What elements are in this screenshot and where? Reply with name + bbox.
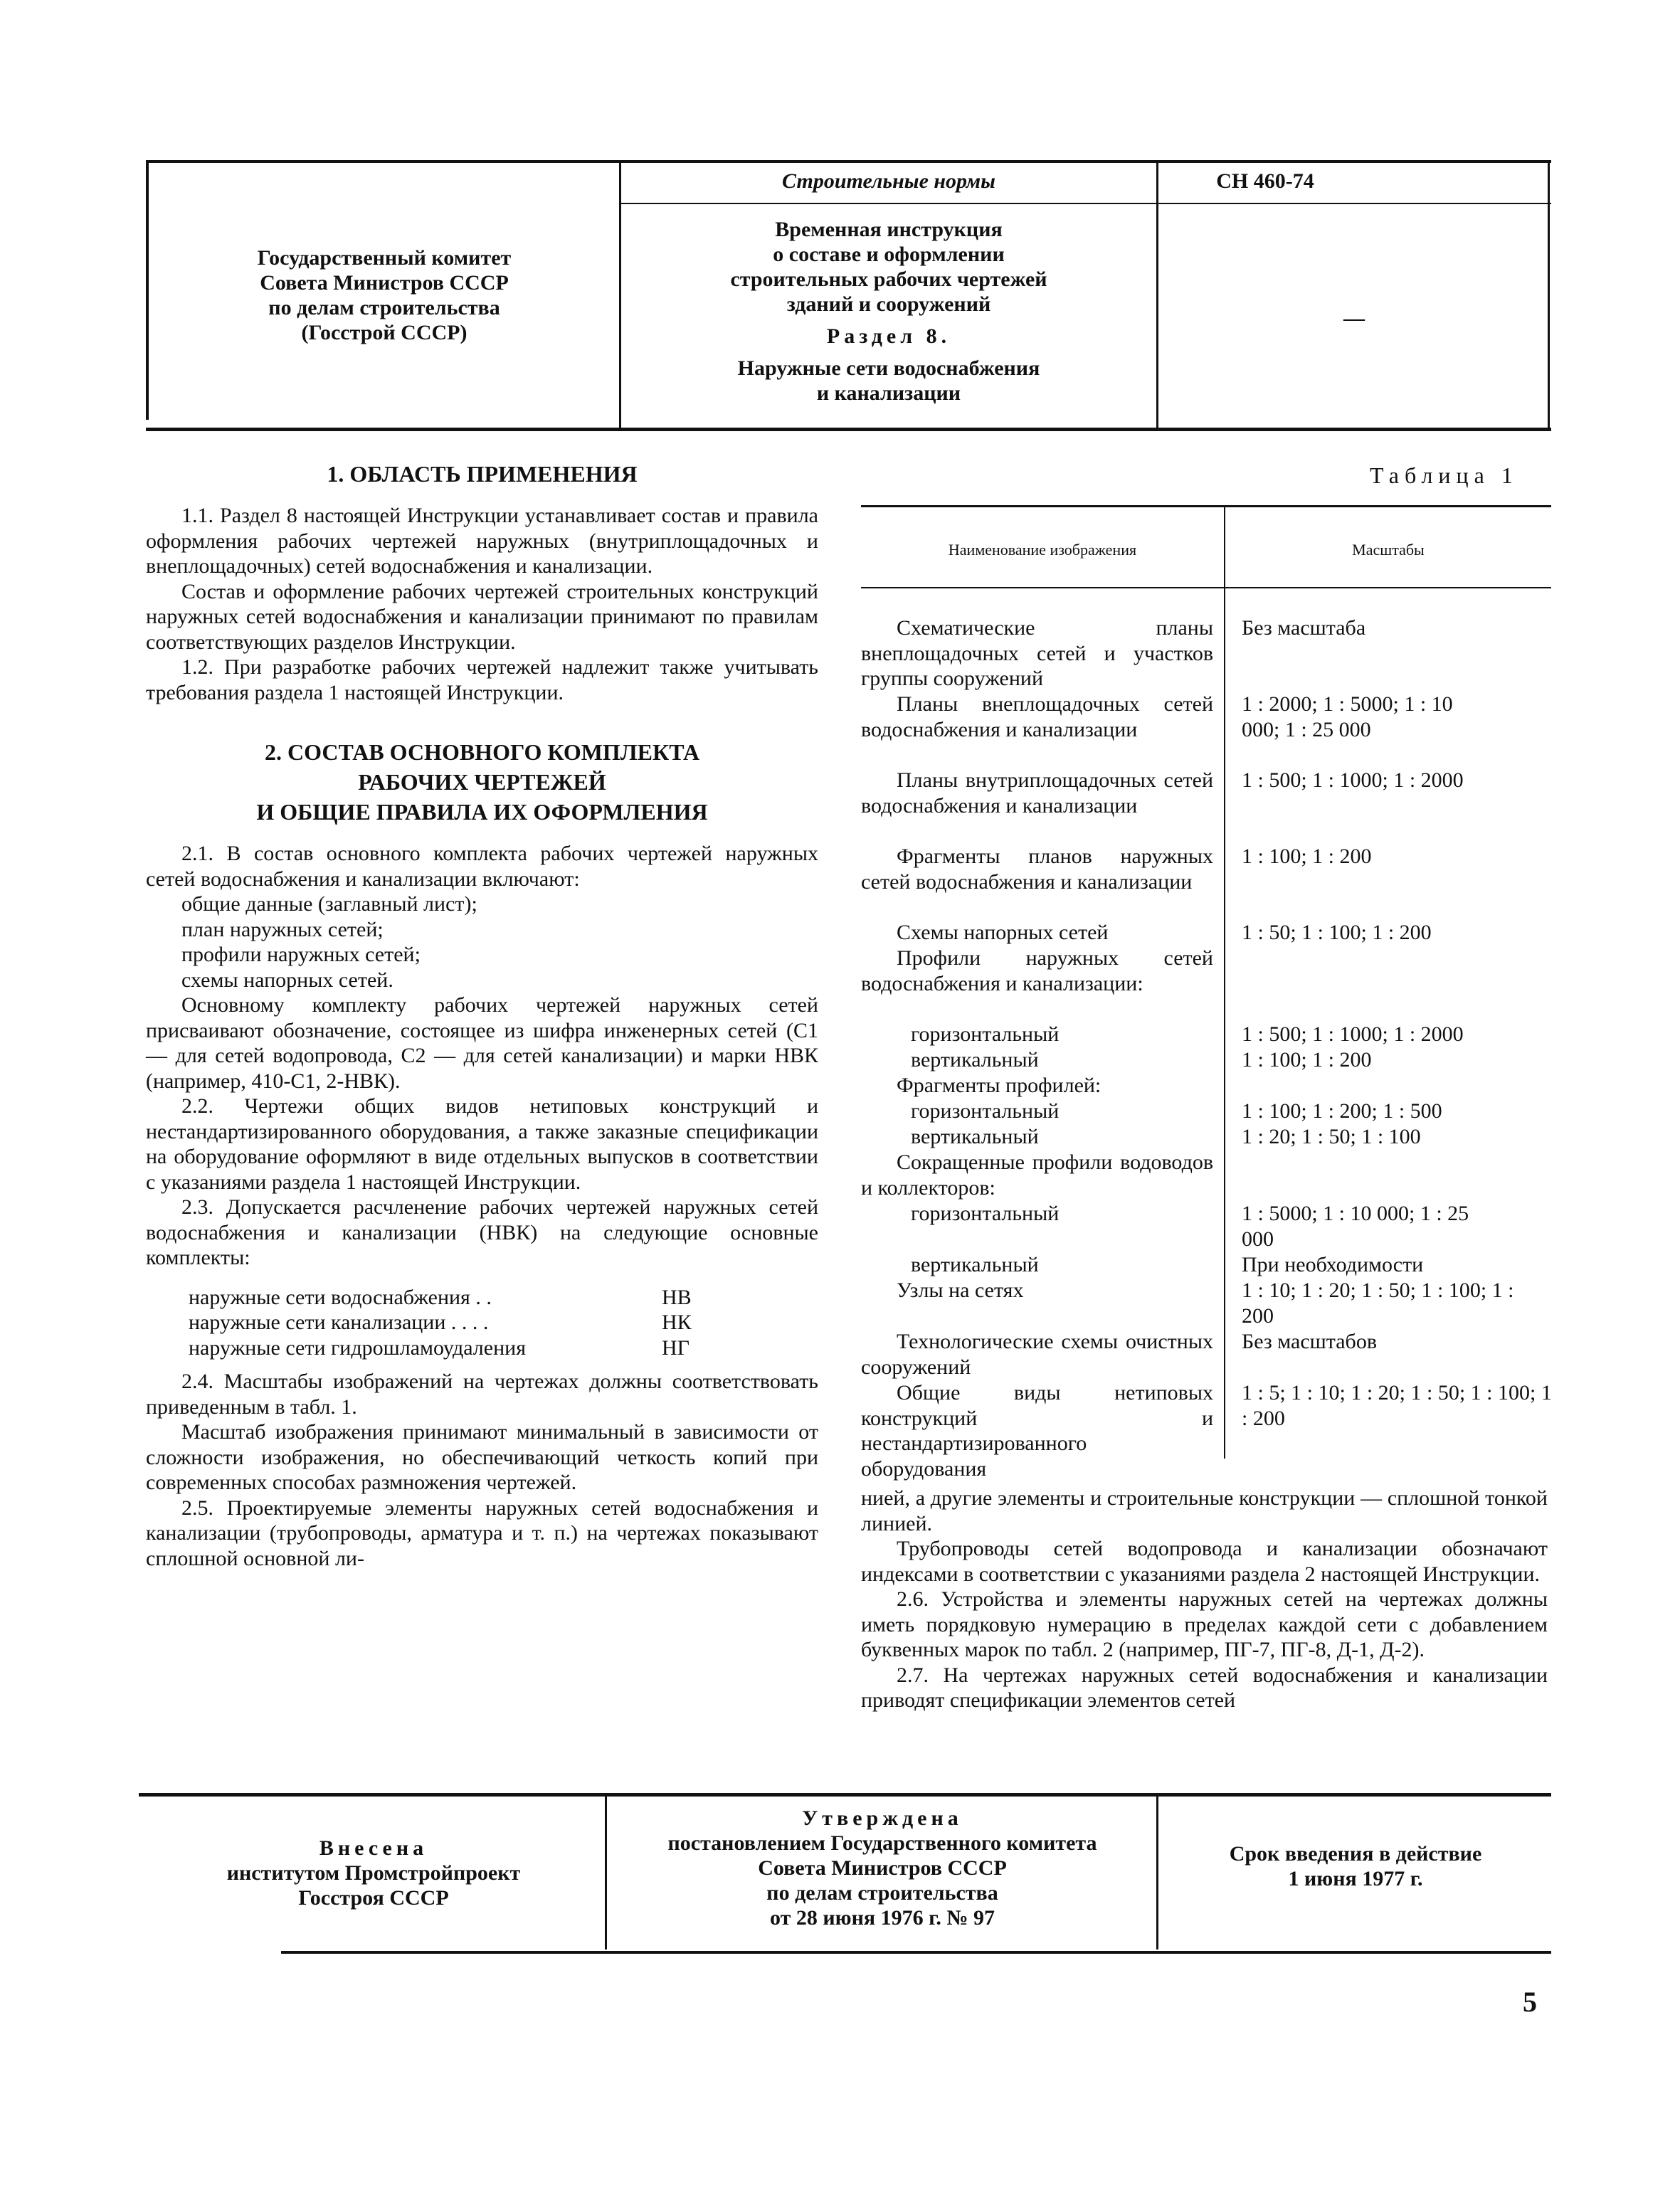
- kit-row: [189, 1285, 818, 1311]
- row-scale: Без масштаба: [1242, 616, 1366, 640]
- row-scale: 1 : 20; 1 : 50; 1 : 100: [1242, 1125, 1421, 1148]
- list-item: общие данные (заглавный лист);: [181, 892, 477, 916]
- subtitle-line: и канализации: [816, 381, 961, 405]
- dash-cell: —: [1343, 307, 1365, 330]
- submitted-by: [153, 1836, 594, 1910]
- submitted-line: Госстроя СССР: [298, 1886, 449, 1910]
- row-scale: 1 : 500; 1 : 1000; 1 : 2000: [1242, 768, 1464, 792]
- row-name: Сокращенные профили водоводов и коллекторов:: [861, 1150, 1213, 1200]
- title-line: зданий и сооружений: [786, 292, 991, 316]
- paragraph-2-1: 2.1. В состав основного комплекта рабочих чертежей наружных сетей водоснабжения и канализации включают:: [146, 842, 818, 891]
- table-caption: Таблица 1: [1370, 462, 1518, 488]
- paragraph-2-7: 2.7. На чертежах наружных сетей водоснабжения и канализации приводят спецификации элементов сетей: [861, 1663, 1548, 1712]
- footer-block: [139, 1793, 1551, 1957]
- row-scale: 1 : 100; 1 : 200: [1242, 845, 1372, 868]
- approved-by: [608, 1806, 1156, 1930]
- kit-code: НГ: [662, 1335, 690, 1360]
- submitted-label: Внесена: [319, 1836, 428, 1860]
- contents-list: [146, 892, 818, 993]
- kit-name: наружные сети канализации . . . .: [189, 1311, 489, 1334]
- approved-label: Утверждена: [802, 1806, 963, 1830]
- page-number: 5: [1523, 1986, 1537, 2018]
- effective-line: Срок введения в действие: [1229, 1842, 1482, 1866]
- document-code: СН 460-74: [1216, 169, 1314, 193]
- approved-line: Совета Министров СССР: [758, 1856, 1007, 1880]
- list-item: схемы напорных сетей.: [181, 968, 393, 992]
- row-name: горизонтальный: [911, 1202, 1060, 1225]
- row-scale: 1 : 100; 1 : 200; 1 : 500: [1242, 1099, 1442, 1123]
- row-name: вертикальный: [911, 1253, 1039, 1276]
- kit-row: [189, 1310, 818, 1335]
- kit-row: [189, 1335, 818, 1361]
- paragraph-continuation: нией, а другие элементы и строительные конструкции — сплошной тонкой линией.: [861, 1486, 1548, 1535]
- authority-line: Совета Министров СССР: [260, 271, 509, 295]
- heading-line: РАБОЧИХ ЧЕРТЕЖЕЙ: [358, 769, 606, 795]
- authority-line: по делам строительства: [268, 296, 500, 319]
- row-name: Фрагменты планов наружных сетей водоснабжения и канализации: [861, 845, 1213, 894]
- paragraph-2-4b: Масштаб изображения принимают минимальный в зависимости от сложности изображения, но обеспечивающий четкость копий при современных способах размножения чертежей.: [146, 1420, 818, 1494]
- right-column: [861, 1486, 1548, 1713]
- title-line: Временная инструкция: [775, 218, 1003, 241]
- paragraph-2-5: 2.5. Проектируемые элементы наружных сетей водоснабжения и канализации (трубопроводы, арматура и т. п.) на чертежах показывают сплошной основной ли-: [146, 1496, 818, 1570]
- submitted-line: институтом Промстройпроект: [226, 1861, 521, 1885]
- row-name: Профили наружных сетей водоснабжения и канализации:: [861, 946, 1213, 995]
- row-name: Технологические схемы очистных сооружений: [861, 1330, 1213, 1379]
- kit-name: наружные сети водоснабжения . .: [189, 1285, 492, 1309]
- paragraph-2-6: 2.6. Устройства и элементы наружных сетей на чертежах должны иметь порядковую нумерацию в пределах каждой сети с добавлением буквенных марок по табл. 2 (например, ПГ-7, ПГ-8, Д-1, Д-2).: [861, 1587, 1548, 1661]
- kits-list: [189, 1285, 818, 1361]
- heading-line: 2. СОСТАВ ОСНОВНОГО КОМПЛЕКТА: [264, 739, 700, 765]
- paragraph-pipes: Трубопроводы сетей водопровода и канализации обозначают индексами в соответствии с указаниями раздела 2 настоящей Инструкции.: [861, 1537, 1548, 1586]
- effective-line: 1 июня 1977 г.: [1288, 1867, 1423, 1890]
- row-scale: Без масштабов: [1242, 1330, 1377, 1353]
- row-name: Схемы напорных сетей: [897, 921, 1109, 944]
- title-line: строительных рабочих чертежей: [730, 268, 1047, 291]
- row-scale: 1 : 500; 1 : 1000; 1 : 2000: [1242, 1022, 1464, 1046]
- list-item: план наружных сетей;: [181, 917, 384, 941]
- row-scale: 1 : 50; 1 : 100; 1 : 200: [1242, 921, 1432, 944]
- heading-line: И ОБЩИЕ ПРАВИЛА ИХ ОФОРМЛЕНИЯ: [256, 799, 708, 825]
- row-name: горизонтальный: [911, 1022, 1060, 1046]
- kit-code: НК: [662, 1311, 692, 1334]
- row-scale: 1 : 100; 1 : 200: [1242, 1048, 1372, 1072]
- paragraph-2-2: 2.2. Чертежи общих видов нетиповых конструкций и нестандартизированного оборудования, а также заказные спецификации на оборудование оформляют в виде отдельных выпусков в соответствии с указаниями раздела 1 настоящей Инструкции.: [146, 1094, 818, 1194]
- header-block: [146, 160, 1551, 430]
- title-line: о составе и оформлении: [773, 243, 1005, 266]
- kit-name: наружные сети гидрошламоудаления: [189, 1335, 526, 1360]
- row-scale: 1 : 10; 1 : 20; 1 : 50; 1 : 100; 1 : 200: [1242, 1279, 1514, 1328]
- approved-line: постановлением Государственного комитета: [667, 1831, 1097, 1855]
- effective-date: [1160, 1841, 1551, 1891]
- issuing-authority: [160, 245, 608, 345]
- left-column: [146, 459, 818, 1571]
- section-1-heading: 1. ОБЛАСТЬ ПРИМЕНЕНИЯ: [327, 461, 638, 487]
- paragraph-2-3: 2.3. Допускается расчленение рабочих чертежей наружных сетей водоснабжения и канализации (НВК) на следующие основные комплекты:: [146, 1195, 818, 1269]
- paragraph-1-1b: Состав и оформление рабочих чертежей строительных конструкций наружных сетей водоснабжения и канализации принимают по правилам соответствующих разделов Инструкции.: [146, 579, 818, 654]
- row-name: Общие виды нетиповых конструкций и нестандартизированного оборудования: [861, 1381, 1213, 1481]
- row-name: вертикальный: [911, 1048, 1039, 1072]
- row-name: Планы внеплощадочных сетей водоснабжения и канализации: [861, 692, 1213, 741]
- section-2-heading: [146, 737, 818, 827]
- paragraph-2-4: 2.4. Масштабы изображений на чертежах должны соответствовать приведенным в табл. 1.: [146, 1370, 818, 1419]
- approved-line: от 28 июня 1976 г. № 97: [770, 1906, 995, 1930]
- kit-code: НВ: [662, 1285, 692, 1309]
- row-scale: 1 : 5; 1 : 10; 1 : 20; 1 : 50; 1 : 100; 1 : 200: [1242, 1381, 1552, 1430]
- authority-line: (Госстрой СССР): [301, 321, 467, 344]
- row-name: горизонтальный: [911, 1099, 1060, 1123]
- norms-label: Строительные нормы: [782, 169, 995, 193]
- paragraph-1-1: 1.1. Раздел 8 настоящей Инструкции устанавливает состав и правила оформления рабочих чертежей наружных (внутриплощадочных и внеплощадочных) сетей водоснабжения и канализации.: [146, 504, 818, 578]
- row-scale: При необходимости: [1242, 1253, 1424, 1276]
- row-scale: 1 : 2000; 1 : 5000; 1 : 10 000; 1 : 25 000: [1242, 692, 1453, 741]
- row-name: вертикальный: [911, 1125, 1039, 1148]
- paragraph-1-2: 1.2. При разработке рабочих чертежей надлежит также учитывать требования раздела 1 настоящей Инструкции.: [146, 655, 818, 704]
- row-name: Планы внутриплощадочных сетей водоснабжения и канализации: [861, 768, 1213, 818]
- list-item: профили наружных сетей;: [181, 943, 421, 966]
- row-scale: 1 : 5000; 1 : 10 000; 1 : 25 000: [1242, 1202, 1469, 1251]
- row-name: Узлы на сетях: [897, 1279, 1024, 1302]
- table-header-scale: Масштабы: [1352, 541, 1425, 559]
- approved-line: по делам строительства: [766, 1881, 998, 1905]
- document-title: [621, 217, 1156, 406]
- table-header-name: Наименование изображения: [948, 541, 1137, 559]
- section-label: Раздел 8.: [826, 324, 951, 348]
- paragraph-2-1b: Основному комплекту рабочих чертежей наружных сетей присваивают обозначение, состоящее из шифра инженерных сетей (С1 — для сетей водопровода, С2 — для сетей канализации) и марки НВК (например, 410-С1, 2-НВК).: [146, 993, 818, 1093]
- subtitle-line: Наружные сети водоснабжения: [737, 356, 1040, 380]
- authority-line: Государственный комитет: [257, 246, 512, 270]
- row-name: Фрагменты профилей:: [897, 1074, 1101, 1097]
- row-name: Схематические планы внеплощадочных сетей и участков группы сооружений: [861, 616, 1213, 690]
